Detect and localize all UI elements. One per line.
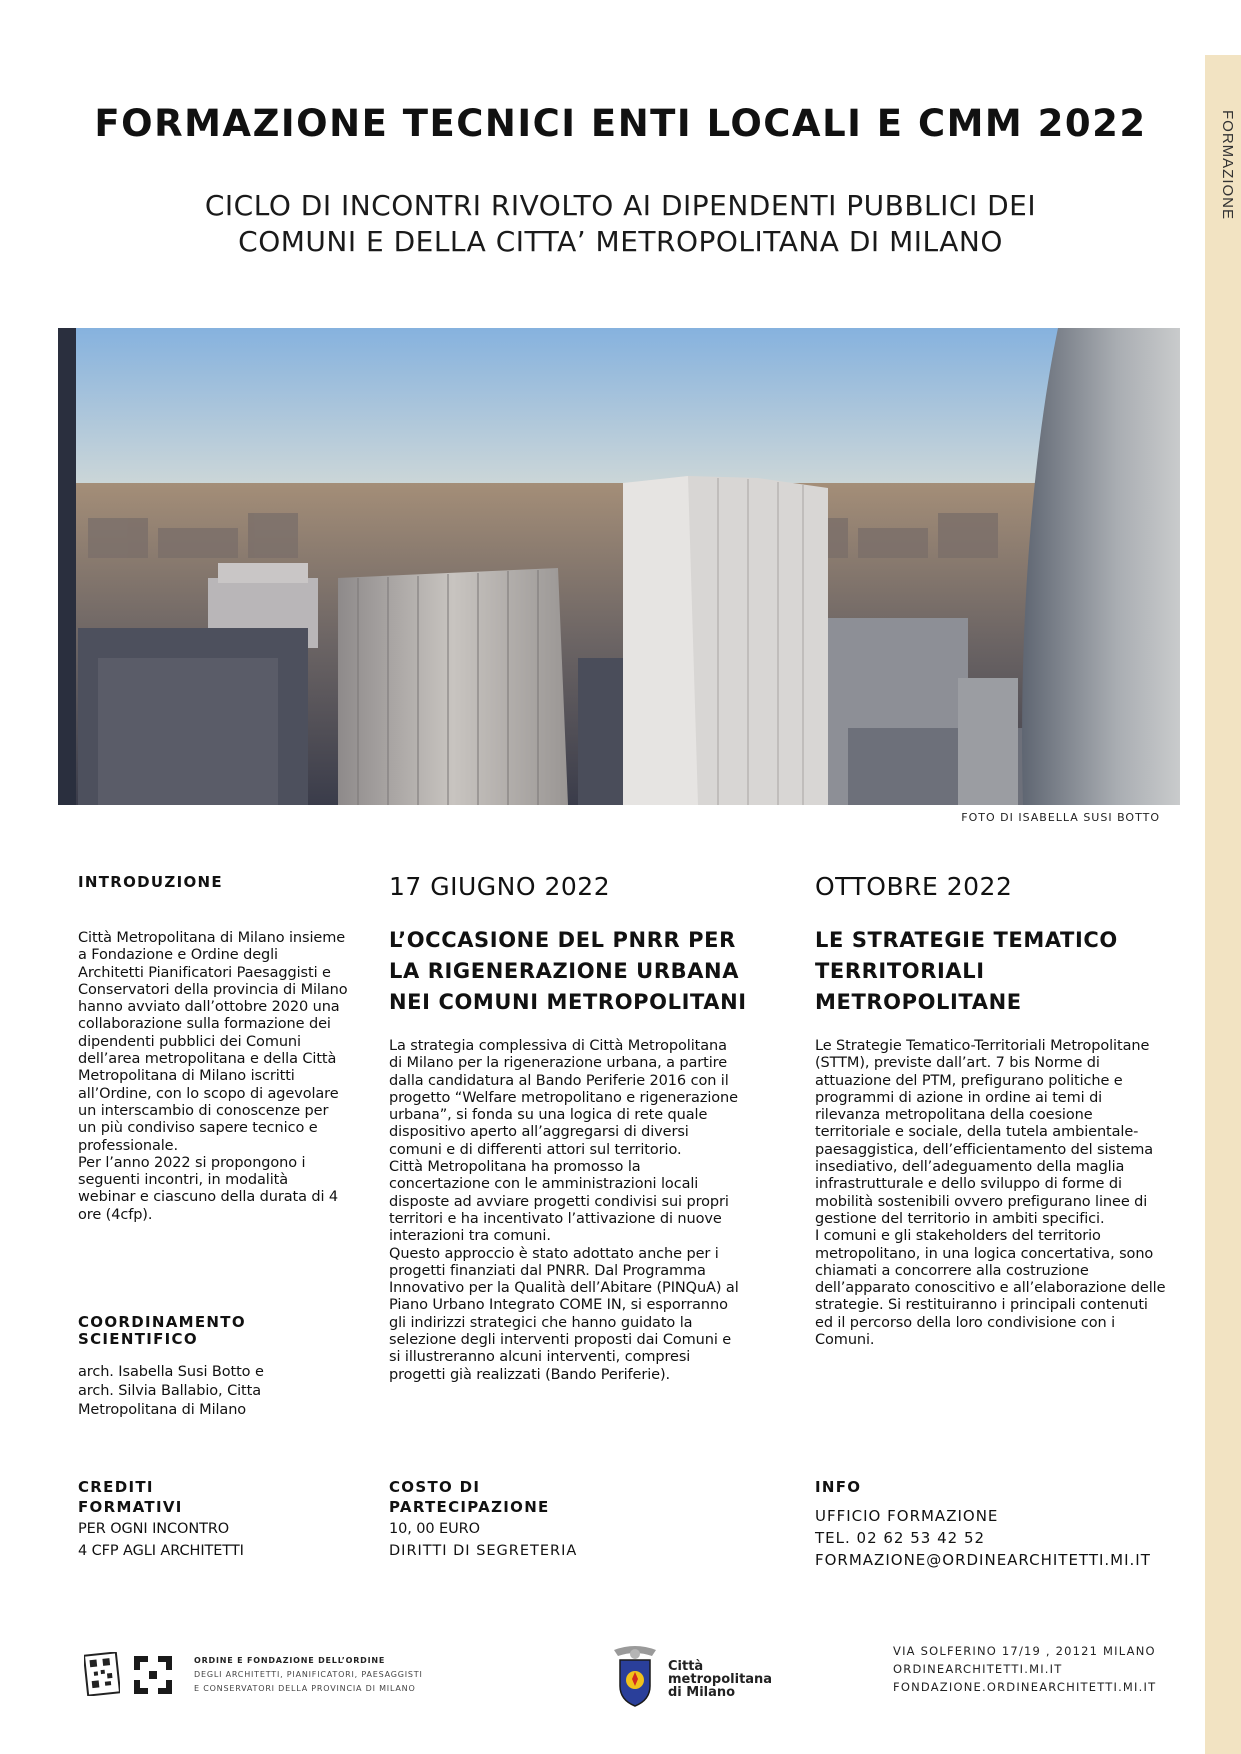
- event2-topic: LE STRATEGIE TEMATICO TERRITORIALI METROPOLITANE: [815, 928, 1118, 1014]
- event2-date: OTTOBRE 2022: [815, 872, 1013, 901]
- credits-line: PER OGNI INCONTRO: [78, 1521, 230, 1537]
- info-office: UFFICIO FORMAZIONE: [815, 1507, 999, 1525]
- cmm-line: di Milano: [668, 1685, 736, 1700]
- info-phone: TEL. 02 62 53 42 52: [815, 1529, 986, 1547]
- ordine-qr-logo-icon: [84, 1652, 120, 1696]
- subtitle-line: CICLO DI INCONTRI RIVOLTO AI DIPENDENTI PUBBLICI DEI: [204, 189, 1037, 222]
- intro-text: Città Metropolitana di Milano insieme a Fondazione e Ordine degli Architetti Pianificatori Paesaggisti e Conservatori della provincia di Milano hanno avviato dall’ottobre 2020 una collaborazione sulla formazione dei dipendenti pubblici dei Comuni dell’area metropolitana e della Città Metropolitana di Milano iscritti all’Ordine, con lo scopo di agevolare un interscambio di conoscenze per un più condiviso sapere tecnico e professionale. Per l’anno 2022 si propongono i seguenti incontri, in modalità webinar e ciascuno della durata di 4 ore (4cfp).: [78, 930, 348, 1223]
- skyline-illustration: [58, 328, 1180, 805]
- cost-line: DIRITTI DI SEGRETERIA: [389, 1543, 578, 1559]
- event1-date: 17 GIUGNO 2022: [389, 872, 611, 901]
- cost-heading: COSTO DI: [389, 1478, 481, 1496]
- side-band: [1205, 55, 1241, 1754]
- side-label: FORMAZIONE: [1219, 110, 1236, 220]
- citta-metropolitana-crest-icon: [608, 1642, 662, 1708]
- citta-metropolitana-name: [668, 1660, 772, 1699]
- cmm-line: metropolitana: [668, 1672, 773, 1687]
- coordination-text: arch. Isabella Susi Botto e arch. Silvia Ballabio, Citta Metropolitana di Milano: [78, 1364, 264, 1418]
- address-line: VIA SOLFERINO 17/19 , 20121 MILANO: [893, 1644, 1156, 1658]
- cost-line: 10, 00 EURO: [389, 1521, 480, 1537]
- ordine-name: [194, 1654, 423, 1696]
- fondazione-link[interactable]: FONDAZIONE.ORDINEARCHITETTI.MI.IT: [893, 1680, 1157, 1694]
- info-email[interactable]: FORMAZIONE@ORDINEARCHITETTI.MI.IT: [815, 1551, 1151, 1569]
- event2-text: Le Strategie Tematico-Territoriali Metropolitane (STTM), previste dall’art. 7 bis Norme di attuazione del PTM, prefigurano politiche e programmi di azione in ordine ai temi di rilevanza metropolitana della coesione territoriale e sociale, della tutela ambientale-paesaggistica, dell’efficientamento del sistema insediativo, dell’adeguamento della maglia infrastrutturale e dello sviluppo di forme di mobilità sostenibili ovvero prefigurano linee di gestione del territorio in ambiti specifici. I comuni e gli stakeholders del territorio metropolitano, in una logica concertativa, sono chiamati a concorrere alla costruzione dell’apparato conoscitivo e all’elaborazione delle strategie. Si restituiranno i principali contenuti ed il percorso della loro condivisione con i Comuni.: [815, 1038, 1166, 1349]
- photo-credit: FOTO DI ISABELLA SUSI BOTTO: [961, 811, 1160, 824]
- event1-topic: L’OCCASIONE DEL PNRR PER LA RIGENERAZIONE URBANA NEI COMUNI METROPOLITANI: [389, 928, 747, 1014]
- event1-text: La strategia complessiva di Città Metropolitana di Milano per la rigenerazione urbana, a partire dalla candidatura al Bando Periferie 2016 con il progetto “Welfare metropolitano e rigenerazione urbana”, si fonda su una logica di rete quale dispositivo aperto all’aggregarsi di diversi comuni e di differenti attori sul territorio. Città Metropolitana ha promosso la concertazione con le amministrazioni locali disposte ad avviare progetti condivisi sui propri territori e ha incentivato l’attivazione di nuove interazioni tra comuni. Questo approccio è stato adottato anche per i progetti finanziati dal PNRR. Dal Programma Innovativo per la Qualità dell’Abitare (PINQuA) al Piano Urbano Integrato COME IN, si esporranno gli indirizzi strategici che hanno guidato la selezione degli interventi proposti dai Comuni e si illustreranno alcuni interventi, compresi progetti già realizzati (Bando Periferie).: [389, 1038, 739, 1383]
- cost-heading: PARTECIPAZIONE: [389, 1498, 550, 1516]
- credits-heading: CREDITI: [78, 1478, 154, 1496]
- page-subtitle: [0, 188, 1241, 260]
- credits-block: [78, 1477, 308, 1562]
- info-heading: INFO: [815, 1478, 862, 1496]
- coordination-heading: COORDINAMENTO SCIENTIFICO: [78, 1313, 246, 1348]
- info-block: [815, 1477, 1195, 1571]
- cmm-line: Città: [668, 1659, 704, 1674]
- footer-address: [893, 1642, 1156, 1696]
- ordine-line: DEGLI ARCHITETTI, PIANIFICATORI, PAESAGGISTI: [194, 1670, 423, 1679]
- page-title: FORMAZIONE TECNICI ENTI LOCALI E CMM 2022: [94, 102, 1147, 145]
- cost-block: [389, 1477, 649, 1562]
- ordine-bracket-logo-icon: [132, 1654, 174, 1696]
- website-link[interactable]: ORDINEARCHITETTI.MI.IT: [893, 1662, 1063, 1676]
- credits-heading: FORMATIVI: [78, 1498, 183, 1516]
- ordine-line: ORDINE E FONDAZIONE DELL’ORDINE: [194, 1656, 386, 1665]
- intro-heading: INTRODUZIONE: [78, 873, 223, 891]
- credits-line: 4 CFP AGLI ARCHITETTI: [78, 1543, 244, 1559]
- subtitle-line: COMUNI E DELLA CITTA’ METROPOLITANA DI MILANO: [238, 225, 1003, 258]
- milan-skyline-photo: [58, 328, 1180, 805]
- ordine-line: E CONSERVATORI DELLA PROVINCIA DI MILANO: [194, 1684, 416, 1693]
